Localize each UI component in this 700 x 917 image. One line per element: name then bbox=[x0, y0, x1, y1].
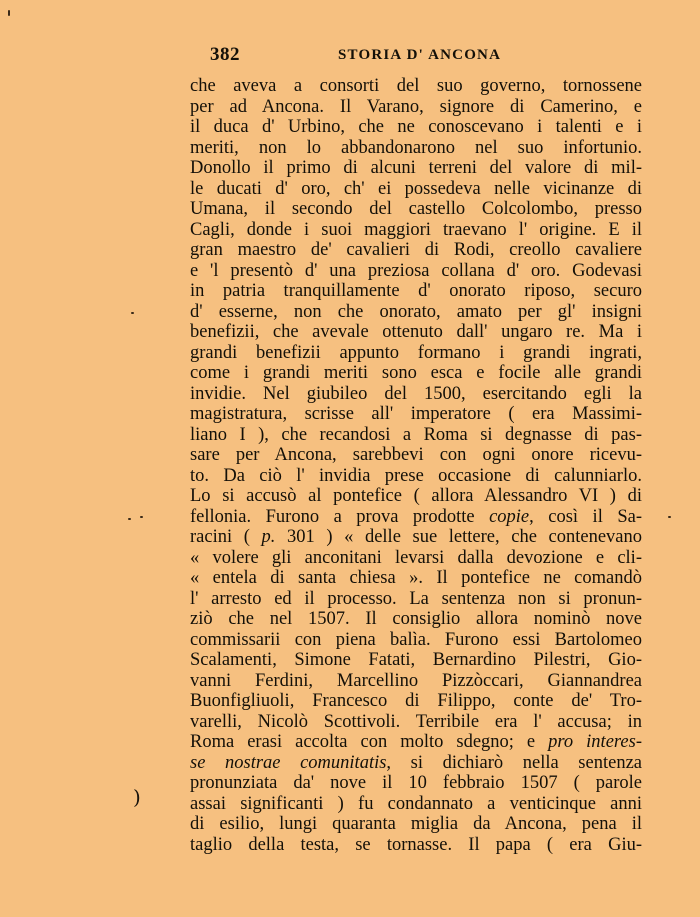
text-line: magistratura, scrisse all' imperatore ( era Massimi- bbox=[190, 404, 642, 424]
text-line: grandi benefizii appunto formano i grandi ingrati, bbox=[190, 342, 642, 363]
text-segment: 301 ) « delle sue lettere, che contenevano bbox=[275, 527, 642, 547]
text-line: che aveva a consorti del suo governo, tornossene bbox=[190, 76, 642, 96]
italic-segment: p. bbox=[261, 527, 276, 547]
ink-speck bbox=[128, 518, 131, 520]
text-line: in patria tranquillamente d' onorato riposo, securo bbox=[190, 281, 642, 301]
text-line bbox=[190, 753, 642, 774]
text-segment: racini ( bbox=[190, 527, 262, 547]
text-segment: Roma erasi accolta con molto sdegno; e bbox=[190, 732, 549, 752]
text-line: Scalamenti, Simone Fatati, Bernardino Pilestri, Gio- bbox=[190, 650, 642, 670]
text-line: taglio della testa, se tornasse. Il papa ( era Giu- bbox=[190, 834, 642, 855]
italic-segment: copie bbox=[489, 506, 530, 527]
text-line: vanni Ferdini, Marcellino Pizzòccari, Giannandrea bbox=[190, 670, 642, 691]
text-line bbox=[190, 732, 642, 753]
text-line: e 'l presentò d' una preziosa collana d' oro. Godevasi bbox=[190, 260, 642, 281]
page-header bbox=[210, 44, 510, 70]
text-line: varelli, Nicolò Scottivoli. Terribile era l' accusa; in bbox=[190, 711, 642, 732]
text-segment: , si dichiarò nella sentenza bbox=[386, 752, 642, 773]
text-line: di esilio, lungi quaranta miglia da Ancona, pena il bbox=[190, 814, 642, 834]
text-line: benefizii, che avevale ottenuto dall' ungaro re. Ma i bbox=[190, 322, 642, 342]
text-line: Donollo il primo di alcuni terreni del valore di mil- bbox=[190, 158, 642, 178]
text-line: commissarii con piena balìa. Furono essi Bartolomeo bbox=[190, 629, 642, 650]
text-line: per ad Ancona. Il Varano, signore di Camerino, e bbox=[190, 96, 642, 117]
italic-segment: se nostrae comunitatis bbox=[190, 752, 387, 773]
text-line: invidie. Nel giubileo del 1500, esercitando egli la bbox=[190, 383, 642, 404]
running-title: STORIA D' ANCONA bbox=[338, 47, 502, 63]
ink-speck bbox=[140, 516, 143, 518]
text-line bbox=[190, 507, 642, 528]
ink-speck bbox=[131, 312, 134, 314]
text-line: Lo si accusò al pontefice ( allora Alessandro VI ) di bbox=[190, 486, 642, 506]
text-line: liano I ), che recandosi a Roma si degnasse di pas- bbox=[190, 424, 642, 445]
text-line: sare per Ancona, sarebbevi con ogni onore ricevu- bbox=[190, 445, 642, 465]
ink-speck bbox=[668, 516, 671, 518]
text-line: Buonfigliuoli, Francesco di Filippo, conte de' Tro- bbox=[190, 691, 642, 711]
text-line: d' esserne, non che onorato, amato per gl' insigni bbox=[190, 301, 642, 322]
page-number: 382 bbox=[210, 44, 240, 65]
text-line: l' arresto ed il processo. La sentenza non si pronun- bbox=[190, 588, 642, 609]
text-line: le ducati d' oro, ch' ei possedeva nelle vicinanze di bbox=[190, 178, 642, 199]
text-line bbox=[190, 527, 642, 548]
text-line: meriti, non lo abbandonarono nel suo infortunio. bbox=[190, 137, 642, 158]
italic-segment: pro interes- bbox=[548, 732, 642, 752]
text-line: ziò che nel 1507. Il consiglio allora nominò nove bbox=[190, 609, 642, 629]
text-line: assai significanti ) fu condannato a venticinque anni bbox=[190, 793, 642, 814]
body-text bbox=[190, 76, 642, 855]
text-line: Umana, il secondo del castello Colcolombo, presso bbox=[190, 199, 642, 219]
text-line: come i grandi meriti sono esca e focile alle grandi bbox=[190, 363, 642, 383]
text-line: « volere gli anconitani levarsi dalla devozione e cli- bbox=[190, 547, 642, 568]
ink-speck bbox=[8, 10, 10, 16]
text-segment: , così il Sa- bbox=[529, 506, 642, 527]
text-line: Cagli, donde i suoi maggiori traevano l' origine. E il bbox=[190, 219, 642, 240]
text-line: gran maestro de' cavalieri di Rodi, creollo cavaliere bbox=[190, 240, 642, 260]
text-segment: fellonia. Furono a prova prodotte bbox=[190, 506, 490, 527]
text-line: pronunziata da' nove il 10 febbraio 1507 ( parole bbox=[190, 773, 642, 793]
text-line: to. Da ciò l' invidia prese occasione di calunniarlo. bbox=[190, 465, 642, 486]
margin-bracket-mark: ) bbox=[133, 785, 141, 809]
text-line: il duca d' Urbino, che ne conoscevano i talenti e i bbox=[190, 117, 642, 137]
text-line: « entela di santa chiesa ». Il pontefice ne comandò bbox=[190, 568, 642, 588]
